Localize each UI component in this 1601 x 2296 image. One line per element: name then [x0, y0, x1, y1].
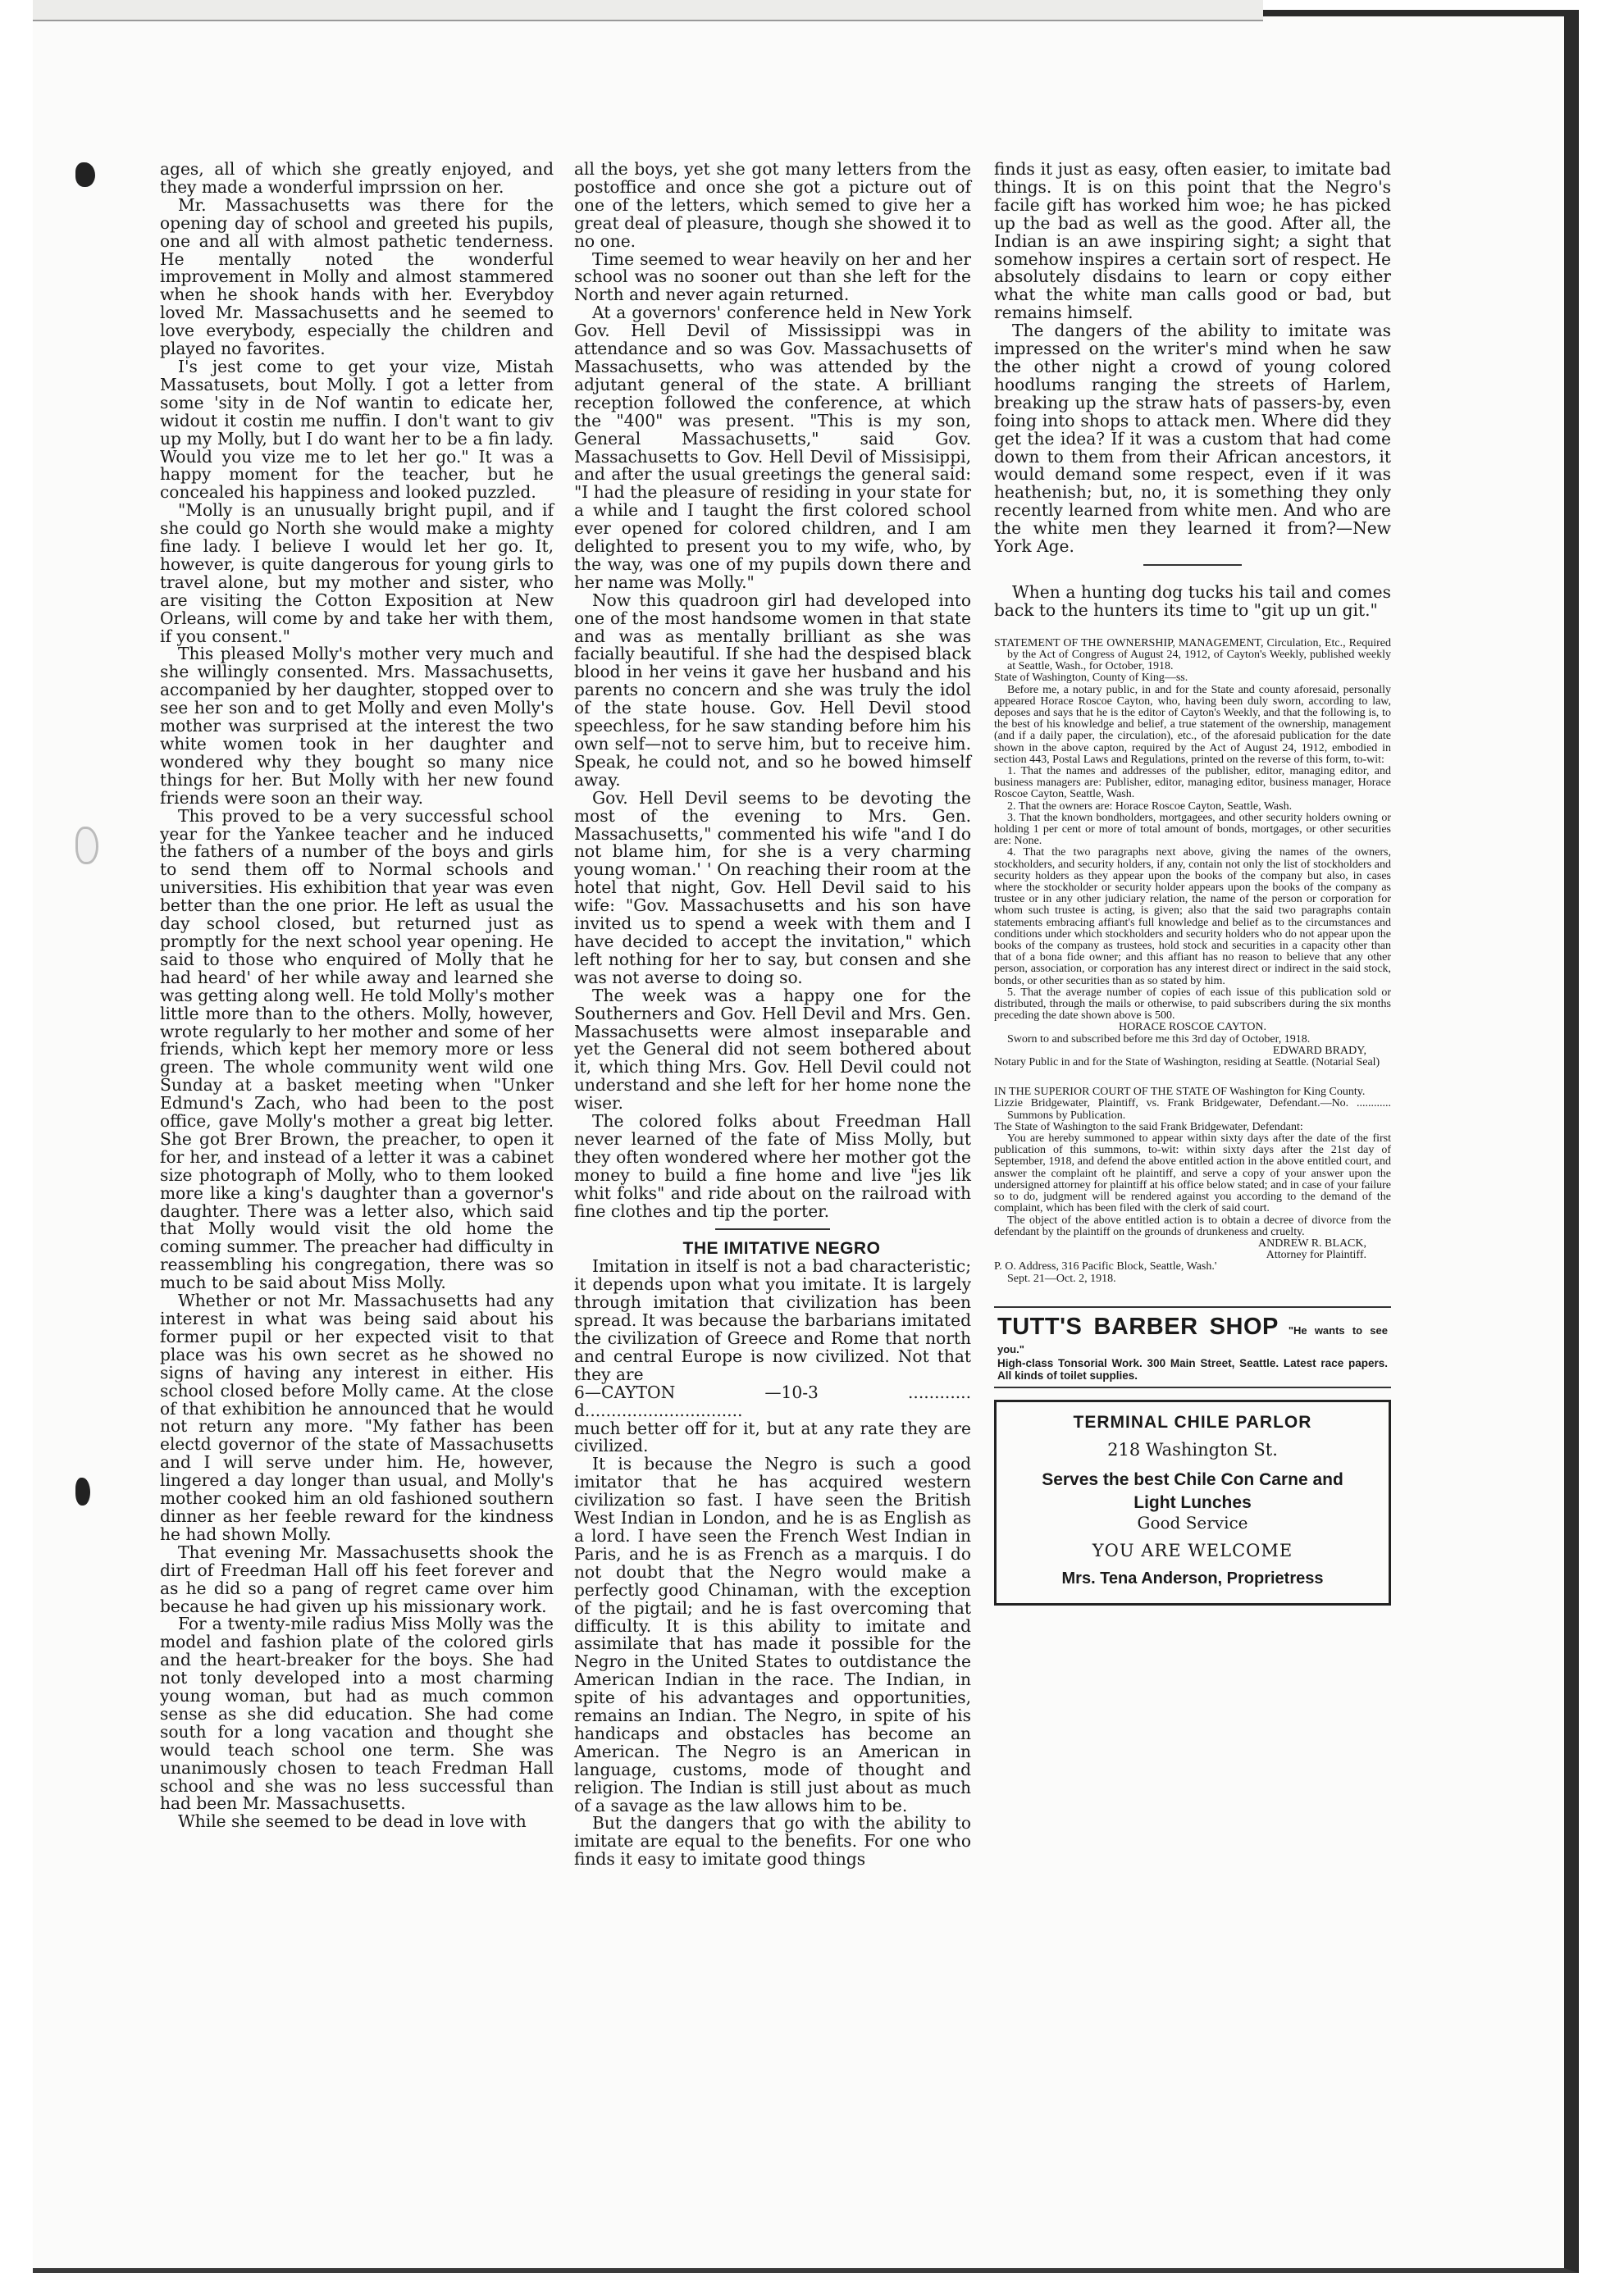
- page-folio: 6—CAYTON —10-3 ............ d..............................: [574, 1382, 971, 1420]
- chile-parlor-proprietor: Mrs. Tena Anderson, Proprietress: [1061, 1569, 1324, 1588]
- paragraph: This proved to be a very successful school year for the Yankee teacher and he induced the fathers of a number of the boys and girls to send them off to Normal schools and universities. His exhibition that year was even better than the one prior. He left as usual the day school closed, but returned just as promptly for the next school year opening. He said to those who enquired of Molly that he had heard' of her while away and learned she was getting along well. He told Molly's mother little more than to the others. Molly, however, wrote regularly to her mother and some of her friends, which kept her memory more or less green. The whole community went wild one Sunday at a basket meeting when "Unker Edmund's Zach, who had been to the post office, gave Molly's mother a great big letter. She got Brer Brown, the preacher, to open it for her, and instead of a letter it was a cabinet size photograph of Molly, who to them looked more like a king's daughter than a governor's daughter. There was a letter also, which said that Molly would visit the old home the coming summer. The preacher had difficulty in reassembling his congregation, there was so much to be said about Miss Molly.: [160, 805, 554, 1293]
- paragraph: Now this quadroon girl had developed into one of the most handsome women in that state and was as mentally brilliant as she was facially beautiful. If she had the despised black blood in her veins it gave her husband and his parents no concern and she was truly the idol of the state house. Gov. Hell Devil stood speechless, for he saw standing before him his own self—not to serve him, but to receive him. Speak, he could not, and so he bowed himself away.: [574, 590, 971, 790]
- court-heading: IN THE SUPERIOR COURT OF THE STATE OF Washington for King County.: [994, 1086, 1366, 1099]
- ownership-statement: [994, 638, 1391, 1069]
- statement-paragraph: 4. That the two paragraphs next above, giving the names of the owners, stockholders, and security holders, if any, contain not only the list of stockholders and security holders as they appear upon the books of the company but also, in cases where the stockholder or security holder appears upon the books of the company as trustee or in any other judiciary relation, the name of the person or corporation for whom such trustee is acting, is given; also that the said two paragraphs contain statements embracing affiant's full knowledge and belief as to the circumstances and conditions under which stockholders and security holders who do not appear upon the books of the company as trustees, hold stock and securities in a capacity other than that of a bona fide owner; and this affiant has no reason to believe that any other person, association, or corporation has any interest direct or indirect in the said stock, bonds, or other securities than as so stated by him.: [994, 846, 1391, 987]
- paragraph: ages, all of which she greatly enjoyed, and they made a wonderful imprssion on her.: [160, 159, 554, 197]
- paragraph: Gov. Hell Devil seems to be devoting the most of the evening to Mrs. Gen. Massachusetts," commented his wife "and I do not blame him, for she is a very charming young woman.' ' On reaching their room at the hotel that night, Gov. Hell Devil said to his wife: "Gov. Massachusetts and his son have invited us to spend a week with them and I have decided to accept the invitation," which left nothing for her to say, but consen and she was not averse to doing so.: [574, 787, 971, 987]
- chile-parlor-address: 218 Washington St.: [1107, 1439, 1278, 1460]
- paragraph: much better off for it, but at any rate they are civilized.: [574, 1418, 971, 1456]
- column-2: [574, 161, 971, 1869]
- statement-signer: HORACE ROSCOE CAYTON.: [1118, 1021, 1267, 1034]
- paragraph: "Molly is an unusually bright pupil, and if she could go North she would make a mighty fine lady. I believe I would let her go. It, however, is quite dangerous for young girls to travel alone, but my mother and sister, who are visiting the Cotton Exposition at New Orleans, will come by and take her with them, if you consent.": [160, 500, 554, 646]
- chile-parlor-name: TERMINAL CHILE PARLOR: [1073, 1412, 1312, 1432]
- statement-sworn: Sworn to and subscribed before me this 3rd day of October, 1918.: [1007, 1032, 1311, 1046]
- column-1: [160, 161, 554, 1831]
- punch-hole-mark: [75, 162, 95, 187]
- barber-shop-ad: [994, 1306, 1391, 1388]
- court-to: The State of Washington to the said Frank Bridgewater, Defendant:: [994, 1120, 1303, 1133]
- paragraph: Imitation in itself is not a bad characteristic; it depends upon what you imitate. It is largely through imitation that civilization has been spread. It was because the barbarians imitated the civilization of Greece and Rome that north and central Europe is now civilized. Not that they are: [574, 1256, 971, 1384]
- chile-parlor-welcome: YOU ARE WELCOME: [1092, 1541, 1293, 1561]
- paragraph: This pleased Molly's mother very much and she willingly consented. Mrs. Massachusetts, accompanied by her daughter, stopped over to see her son and to get Molly and even Molly's mother was surprised at the interest the two white women took in her daughter and wondered why they bought so many nice things for her. But Molly with her new found friends were soon an their way.: [160, 644, 554, 808]
- filler-paragraph: When a hunting dog tucks his tail and comes back to the hunters its time to "git up un git.": [994, 581, 1391, 620]
- statement-paragraph: 3. That the known bondholders, mortgagees, and other security holders owning or holding 1 per cent or more of total amount of bonds, mortgages, or other securities are: None.: [994, 811, 1391, 848]
- statement-paragraph: 2. That the owners are: Horace Roscoe Cayton, Seattle, Wash.: [1007, 800, 1293, 813]
- chile-parlor-offer: Serves the best Chile Con Carne and: [1042, 1470, 1343, 1490]
- section-divider: [1143, 564, 1242, 566]
- paragraph: Time seemed to wear heavily on her and her school was no sooner out than she left for the North and never again returned.: [574, 248, 971, 305]
- attorney-address: P. O. Address, 316 Pacific Block, Seattle, Wash.': [994, 1260, 1217, 1273]
- barber-shop-name: TUTT'S BARBER SHOP: [997, 1313, 1279, 1340]
- paragraph: But the dangers that go with the ability to imitate are equal to the benefits. For one who finds it easy to imitate good things: [574, 1813, 971, 1870]
- paragraph: finds it just as easy, often easier, to imitate bad things. It is on this point that the Negro's facile gift has worked him woe; he has picked up the bad as well as the good. After all, the Indian is an awe inspiring sight; a sight that somehow inspires a certain sort of respect. He absolutely disdains to learn or copy either what the white man calls good or bad, but remains himself.: [994, 159, 1391, 323]
- punch-hole-mark: [75, 1478, 90, 1506]
- attorney-name: ANDREW R. BLACK,: [1258, 1237, 1366, 1250]
- paragraph: The colored folks about Freedman Hall never learned of the fate of Miss Molly, but they often wondered where her mother got the money to build a fine home and live "jes lik whit folks" and ride about on the railroad with fine clothes and tip the porter.: [574, 1111, 971, 1221]
- court-body: You are hereby summoned to appear within sixty days after the date of the first publication of this summons, to-wit: within sixty days after the 21st day of September, 1918, and defend the above entitled action in the above entitled court, and answer the complaint oft he plaintiff, and serve a copy of your answer upon the undersigned attorney for plaintiff at his office below stated; and in case of your failure so to do, judgment will be rendered against you according to the demand of the complaint, which has been filed with the clerk of said court.: [994, 1132, 1391, 1215]
- statement-paragraph: 5. That the average number of copies of each issue of this publication sold or distributed, through the mails or otherwise, to paid subscribers during the six months preceding the date shown above is 500.: [994, 986, 1391, 1023]
- chile-parlor-ad: [994, 1400, 1391, 1606]
- paragraph: While she seemed to be dead in love with: [178, 1811, 527, 1832]
- court-parties: Lizzie Bridgewater, Plaintiff, vs. Frank Bridgewater, Defendant.—No. ............ Summons by Publication.: [994, 1097, 1391, 1122]
- paragraph: The week was a happy one for the Southerners and Gov. Hell Devil and Mrs. Gen. Massachusetts were almost inseparable and yet the General did not seem bothered about it, which thing Mrs. Gov. Hell Devil could not understand and she left for her home none the wiser.: [574, 985, 971, 1114]
- chile-parlor-offer: Light Lunches: [1133, 1493, 1252, 1513]
- paragraph: Whether or not Mr. Massachusetts had any interest in what was being said about his former pupil or her expected visit to that place was his own secret as he showed no signs of having any interest in either. His school closed before Molly came. At the close of that exhibition he announced that he would not return any more. "My father has been electd governor of the state of Massachusetts and I will serve under him. He, however, lingered a day longer than usual, and Molly's mother cooked him an old fashioned southern dinner as her feeble reward for the kindness he had shown Molly.: [160, 1291, 554, 1544]
- chile-parlor-service: Good Service: [1137, 1513, 1248, 1533]
- paragraph: Mr. Massachusetts was there for the opening day of school and greeted his pupils, one and all with almost pathetic tenderness. He mentally noted the wonderful improvement in Molly and almost stammered when he shook hands with her. Everybdoy loved Mr. Massachusetts and he seemed to love everybody, especially the children and played no favorites.: [160, 194, 554, 359]
- attorney-role: Attorney for Plaintiff.: [1266, 1249, 1366, 1262]
- barber-shop-details: High-class Tonsorial Work. 300 Main Street, Seattle. Latest race papers. All kinds of toilet supplies.: [997, 1356, 1388, 1382]
- article-headline: THE IMITATIVE NEGRO: [682, 1239, 881, 1259]
- court-summons: [994, 1086, 1391, 1284]
- publication-dates: Sept. 21—Oct. 2, 1918.: [1007, 1272, 1116, 1285]
- statement-paragraph: Before me, a notary public, in and for the State and county aforesaid, personally appeared Horace Roscoe Cayton, who, having been duly sworn, according to law, deposes and says that he is the editor of Cayton's Weekly, and that the following is, to the best of his knowledge and belief, a true statement of the ownership, management (and if a daily paper, the circulation), etc., of the aforesaid publication for the date shown in the above capton, required by the Act of August 24, 1912, embodied in section 443, Postal Laws and Regulations, printed on the reverse of this form, to-wit:: [994, 683, 1391, 766]
- statement-venue: State of Washington, County of King—ss.: [994, 672, 1188, 685]
- paragraph: For a twenty-mile radius Miss Molly was the model and fashion plate of the colored girls and the heart-breaker for the boys. She had not tonly developed into a most charming young woman, but had as much common sense as she did education. She had come south for a long vacation and thought she would teach school one term. She was unanimously chosen to teach Fredman Hall school and she was no less successful than had been Mr. Massachusetts.: [160, 1614, 554, 1814]
- paragraph: all the boys, yet she got many letters from the postoffice and once she got a picture out of one of the letters, which semed to give her a great deal of pleasure, though she showed it to no one.: [574, 159, 971, 251]
- statement-heading: STATEMENT OF THE OWNERSHIP, MANAGEMENT, Circulation, Etc., Required by the Act of Congress of August 24, 1912, of Cayton's Weekly, published weekly at Seattle, Wash., for October, 1918.: [994, 636, 1391, 673]
- barber-shop-tagline: "He wants to see you.": [997, 1323, 1388, 1355]
- statement-paragraph: 1. That the names and addresses of the publisher, editor, managing editor, and business managers are: Publisher, editor, managing editor, business manager, Horace Roscoe Cayton, Seattle, Wash.: [994, 764, 1391, 801]
- paragraph: I's jest come to get your vize, Mistah Massatusets, bout Molly. I got a letter from some 'sity in de Nof wantin to edicate her, widout it costin me nuffin. I don't want to giv up my Molly, but I do want her to be a fin lady. Would you vize me to let her go." It was a happy moment for the teacher, but he concealed his happiness and looked puzzled.: [160, 356, 554, 503]
- paragraph: At a governors' conference held in New York Gov. Hell Devil of Mississippi was in attendance and so was Gov. Massachusetts of Massachusetts, who was attended by the adjutant general of the state. A brilliant reception followed the conference, at which the "400" was present. "This is my son, General Massachusetts," said Gov. Massachusetts to Gov. Hell Devil of Missisippi, and after the usual greetings the general said: "I had the pleasure of residing in your state for a while and I taught the first colored school ever opened for colored children, and I am delighted to present you to my wife, who, by the way, was one of my pupils down there and her name was Molly.": [574, 303, 971, 592]
- punch-hole-mark: [75, 827, 98, 864]
- paragraph: That evening Mr. Massachusetts shook the dirt of Freedman Hall off his feet forever and as he did so a pang of regret came over him because he had given up his missionary work.: [160, 1542, 554, 1616]
- column-3: [994, 161, 1391, 1606]
- notary-name: EDWARD BRADY,: [1272, 1044, 1366, 1057]
- paragraph: The dangers of the ability to imitate was impressed on the writer's mind when he saw the other night a crowd of young colored hoodlums ranging the streets of Harlem, breaking up the straw hats of passers-by, even foing into shops to attack men. Where did they get the idea? If it was a custom that had come down to them from their African ancestors, it would demand some respect, even if it was heathenish; but, no, it is something they only recently learned from white men. And who are the white men they learned it from?—New York Age.: [994, 321, 1391, 557]
- notary-line: Notary Public in and for the State of Washington, residing at Seattle. (Notarial Seal): [994, 1056, 1380, 1069]
- section-divider: [715, 1228, 830, 1230]
- paragraph: It is because the Negro is such a good imitator that he has acquired western civilization so fast. I have seen the British West Indian in London, and he is as English as a lord. I have seen the French West Indian in Paris, and he is as French as a marquis. I do not doubt that the Negro would make a perfectly good Chinaman, with the exception of the pigtail; and he is fast overcoming that difficulty. It is this ability to imitate and assimilate that has made it possible for the Negro in the United States to outdistance the American Indian in the race. The Indian, in spite of his advantages and opportunities, remains an Indian. The Negro, in spite of his handicaps and obstacles has become an American. The Negro is an American in language, customs, mode of thought and religion. The Indian is still just about as much of a savage as the law allows him to be.: [574, 1454, 971, 1815]
- court-object: The object of the above entitled action is to obtain a decree of divorce from the defendant by the plaintiff on the grounds of drunkeness and cruelty.: [994, 1214, 1391, 1238]
- page-top-edge: [33, 0, 1263, 21]
